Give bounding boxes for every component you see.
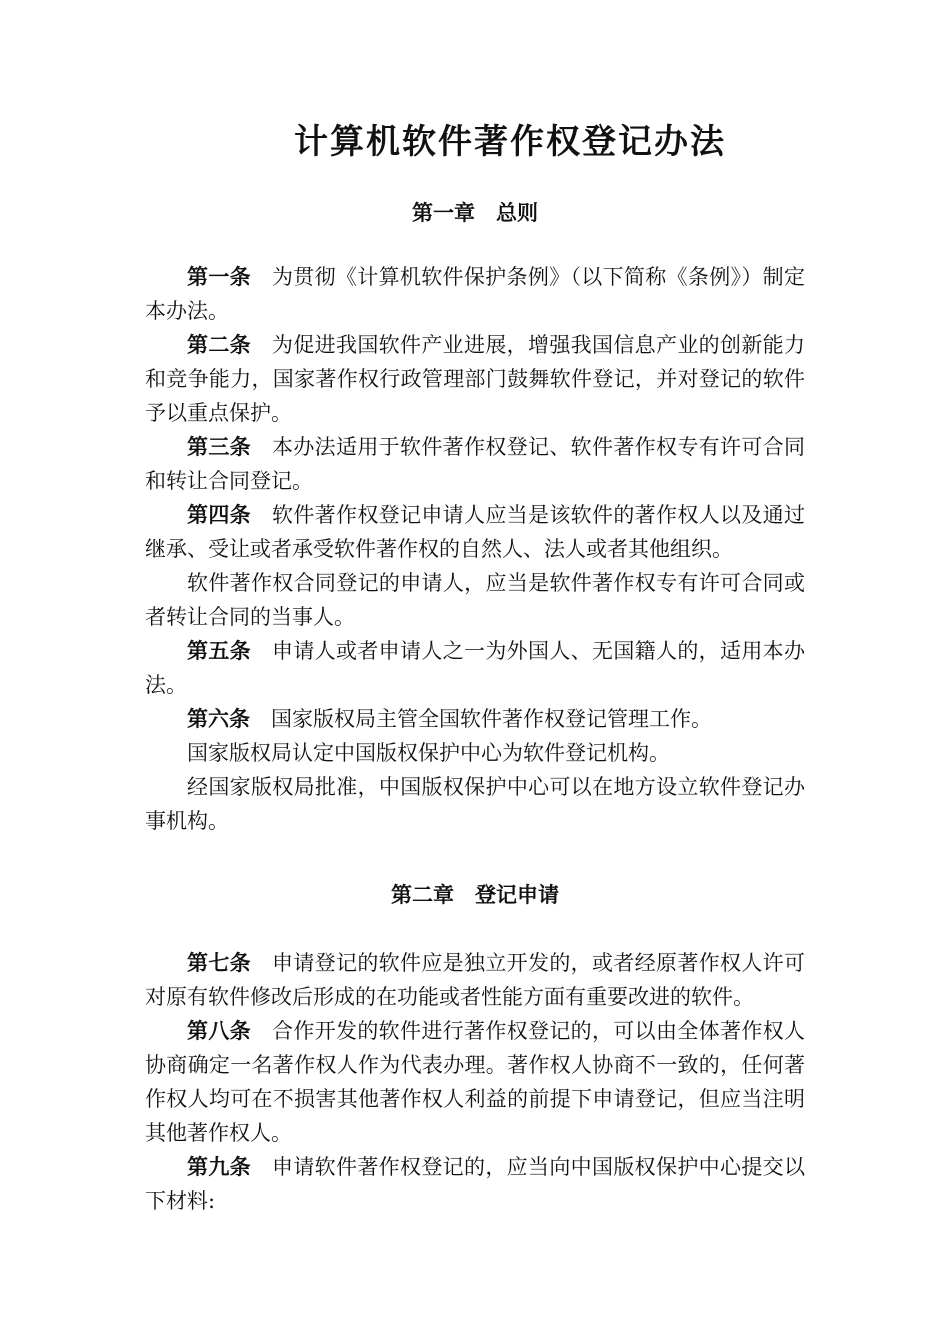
article-paragraph: [145, 736, 805, 770]
article-label: 第七条: [187, 950, 251, 975]
article-label: 第二条: [187, 332, 251, 357]
article-text: 申请登记的软件应是独立开发的，或者经原著作权人许可对原有软件修改后形成的在功能或者性能方面有重要改进的软件。: [145, 951, 805, 1009]
document-body: [145, 196, 805, 1218]
article-label: 第六条: [187, 706, 250, 731]
article-paragraph: [145, 1150, 805, 1218]
article-label: 第九条: [187, 1154, 251, 1179]
article-label: 第一条: [187, 264, 251, 289]
article-paragraph: [145, 634, 805, 702]
article-text: 国家版权局认定中国版权保护中心为软件登记机构。: [187, 741, 670, 765]
article-paragraph: [145, 702, 805, 736]
article-label: 第三条: [187, 434, 251, 459]
article-text: 申请人或者申请人之一为外国人、无国籍人的，适用本办法。: [145, 639, 805, 697]
chapter-heading: 第二章 登记申请: [391, 882, 559, 907]
article-paragraph: [145, 498, 805, 566]
article-text: 合作开发的软件进行著作权登记的，可以由全体著作权人协商确定一名著作权人作为代表办理。著作权人协商不一致的，任何著作权人均可在不损害其他著作权人利益的前提下申请登记，但应当注明其他著作权人。: [145, 1019, 805, 1145]
article-label: 第四条: [187, 502, 251, 527]
chapter-heading: 第一章 总则: [412, 200, 538, 225]
article-text: 申请软件著作权登记的，应当向中国版权保护中心提交以下材料:: [145, 1155, 805, 1213]
article-text: 软件著作权合同登记的申请人，应当是软件著作权专有许可合同或者转让合同的当事人。: [145, 571, 805, 629]
article-paragraph: [145, 328, 805, 430]
article-paragraph: [145, 770, 805, 838]
article-label: 第八条: [187, 1018, 251, 1043]
article-text: 国家版权局主管全国软件著作权登记管理工作。: [271, 707, 712, 731]
article-label: 第五条: [187, 638, 251, 663]
article-paragraph: [145, 946, 805, 1014]
article-text: 本办法适用于软件著作权登记、软件著作权专有许可合同和转让合同登记。: [145, 435, 805, 493]
article-paragraph: [145, 566, 805, 634]
document-title: 计算机软件著作权登记办法: [294, 122, 726, 162]
article-paragraph: [145, 260, 805, 328]
article-paragraph: [145, 1014, 805, 1150]
article-text: 软件著作权登记申请人应当是该软件的著作权人以及通过继承、受让或者承受软件著作权的自然人、法人或者其他组织。: [145, 503, 805, 561]
article-text: 为贯彻《计算机软件保护条例》（以下简称《条例》）制定本办法。: [145, 265, 806, 323]
article-text: 经国家版权局批准，中国版权保护中心可以在地方设立软件登记办事机构。: [145, 775, 805, 833]
article-text: 为促进我国软件产业进展，增强我国信息产业的创新能力和竞争能力，国家著作权行政管理部门鼓舞软件登记，并对登记的软件予以重点保护。: [145, 333, 805, 425]
article-paragraph: [145, 430, 805, 498]
